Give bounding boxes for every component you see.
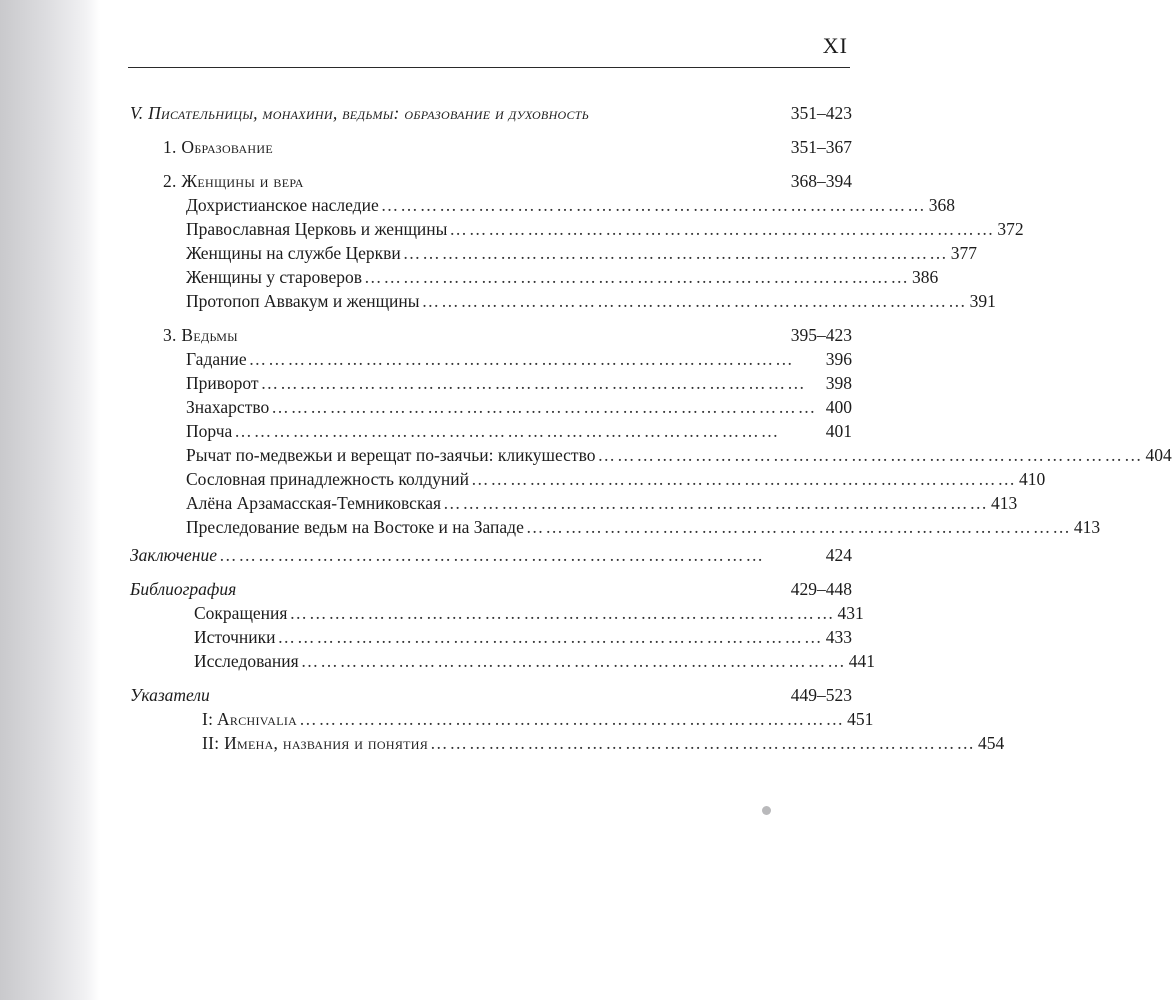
toc-entry-page: 413 bbox=[1073, 517, 1101, 537]
toc-page-range: 351–367 bbox=[790, 137, 852, 157]
toc-entry-label: Порча bbox=[186, 421, 233, 441]
toc-chapter-title: 2. Женщины и вера bbox=[163, 171, 304, 191]
toc-entry-page: 431 bbox=[837, 603, 864, 623]
dot-leader: ………………………………………………………………………… bbox=[289, 603, 836, 623]
toc-chapter-1 bbox=[163, 136, 852, 158]
toc-entry bbox=[186, 468, 1046, 490]
toc-part-title: V. Писательницы, монахини, ведьмы: образование и духовность bbox=[130, 103, 590, 123]
toc-entry bbox=[186, 492, 1018, 514]
toc-entry-label: Исследования bbox=[194, 651, 299, 671]
toc-entry bbox=[186, 444, 1172, 466]
page-number: XI bbox=[822, 33, 848, 58]
toc-entry-label: II: Имена, названия и понятия bbox=[202, 733, 429, 753]
toc-section-title: Библиография bbox=[130, 579, 237, 599]
toc-entry-label: Рычат по-медвежьи и верещат по-заячьи: кликушество bbox=[186, 445, 596, 465]
toc-chapter-title: 1. Образование bbox=[163, 137, 273, 157]
toc-entry bbox=[186, 194, 955, 216]
toc-entry-label: Сословная принадлежность колдуний bbox=[186, 469, 469, 489]
dot-leader: ………………………………………………………………………… bbox=[597, 445, 1144, 465]
toc-entry bbox=[186, 290, 996, 312]
toc-entry-page: 413 bbox=[991, 493, 1018, 513]
toc-entry bbox=[186, 420, 852, 442]
toc-entry bbox=[194, 602, 864, 624]
dot-leader: ………………………………………………………………………… bbox=[470, 469, 1017, 489]
dot-leader: ………………………………………………………………………… bbox=[248, 349, 795, 369]
toc-entry-label: Женщины на службе Церкви bbox=[186, 243, 401, 263]
toc-part-5 bbox=[130, 102, 852, 124]
dot-leader: ………………………………………………………………………… bbox=[299, 709, 846, 729]
toc-entry-page: 454 bbox=[978, 733, 1005, 753]
dot-leader: ………………………………………………………………………… bbox=[260, 373, 807, 393]
dot-leader: ………………………………………………………………………… bbox=[271, 397, 818, 417]
toc-entry bbox=[186, 266, 939, 288]
toc-entry-page: 401 bbox=[825, 421, 852, 441]
toc-entry bbox=[186, 372, 852, 394]
toc-chapter-title: 3. Ведьмы bbox=[163, 325, 238, 345]
toc-entry bbox=[202, 732, 1005, 754]
dot-leader: ………………………………………………………………………… bbox=[363, 267, 910, 287]
dot-leader: ………………………………………………………………………… bbox=[525, 517, 1072, 537]
toc-entry-label: Гадание bbox=[186, 349, 247, 369]
toc-chapter-2 bbox=[163, 170, 852, 192]
toc-entry bbox=[194, 650, 875, 672]
dot-leader: ………………………………………………………………………… bbox=[234, 421, 781, 441]
dot-leader: ………………………………………………………………………… bbox=[300, 651, 847, 671]
toc-entry-page: 404 bbox=[1145, 445, 1172, 465]
toc-entry-label: Православная Церковь и женщины bbox=[186, 219, 448, 239]
toc-entry-page: 398 bbox=[825, 373, 852, 393]
toc-entry-label: Сокращения bbox=[194, 603, 288, 623]
scan-speck bbox=[762, 806, 771, 815]
toc-page-range: 368–394 bbox=[790, 171, 852, 191]
toc-entry bbox=[186, 242, 978, 264]
toc-entry bbox=[186, 348, 852, 370]
toc-entry-page: 451 bbox=[847, 709, 874, 729]
toc-entry-page: 441 bbox=[848, 651, 875, 671]
toc-entry-label: Знахарство bbox=[186, 397, 270, 417]
toc-indexes bbox=[130, 684, 852, 706]
toc-entry-page: 433 bbox=[825, 627, 852, 647]
toc-entry-label: Женщины у староверов bbox=[186, 267, 362, 287]
toc-entry bbox=[186, 396, 852, 418]
toc-entry-page: 400 bbox=[825, 397, 852, 417]
toc-entry-label: Приворот bbox=[186, 373, 259, 393]
toc-entry-label: Источники bbox=[194, 627, 276, 647]
toc-entry-page: 386 bbox=[911, 267, 939, 287]
toc-entry-page: 396 bbox=[825, 349, 852, 369]
toc-chapter-3 bbox=[163, 324, 852, 346]
toc-entry-label: Преследование ведьм на Востоке и на Западе bbox=[186, 517, 524, 537]
toc-entry-page: 377 bbox=[950, 243, 978, 263]
toc-page-range: 449–523 bbox=[790, 685, 852, 705]
toc-entry-label: Алёна Арзамасская-Темниковская bbox=[186, 493, 442, 513]
dot-leader: ………………………………………………………………………… bbox=[219, 545, 766, 565]
toc-entry bbox=[186, 218, 1024, 240]
dot-leader: ………………………………………………………………………… bbox=[430, 733, 977, 753]
toc-entry-page: 391 bbox=[969, 291, 996, 311]
toc-conclusion bbox=[130, 544, 852, 566]
toc-bibliography bbox=[130, 578, 852, 600]
toc-entry bbox=[194, 626, 852, 648]
toc-entry bbox=[186, 516, 1101, 538]
toc-page-range: 351–423 bbox=[790, 103, 852, 123]
toc-entry bbox=[202, 708, 874, 730]
dot-leader: ………………………………………………………………………… bbox=[421, 291, 968, 311]
toc-entry-label: Дохристианское наследие bbox=[186, 195, 379, 215]
dot-leader: ………………………………………………………………………… bbox=[277, 627, 824, 647]
toc-entry-page: 410 bbox=[1018, 469, 1046, 489]
dot-leader: ………………………………………………………………………… bbox=[449, 219, 996, 239]
toc-section-title: Указатели bbox=[130, 685, 210, 705]
toc-entry-page: 372 bbox=[997, 219, 1024, 239]
toc-entry-label: I: Archivalia bbox=[202, 709, 298, 729]
toc-entry-page: 368 bbox=[928, 195, 955, 215]
toc-entry-label: Протопоп Аввакум и женщины bbox=[186, 291, 420, 311]
toc-page-range: 429–448 bbox=[790, 579, 852, 599]
dot-leader: ………………………………………………………………………… bbox=[443, 493, 990, 513]
dot-leader: ………………………………………………………………………… bbox=[380, 195, 927, 215]
dot-leader: ………………………………………………………………………… bbox=[402, 243, 949, 263]
toc-entry-page: 424 bbox=[825, 545, 852, 565]
toc-page-range: 395–423 bbox=[790, 325, 852, 345]
toc-section-title: Заключение bbox=[130, 545, 218, 565]
